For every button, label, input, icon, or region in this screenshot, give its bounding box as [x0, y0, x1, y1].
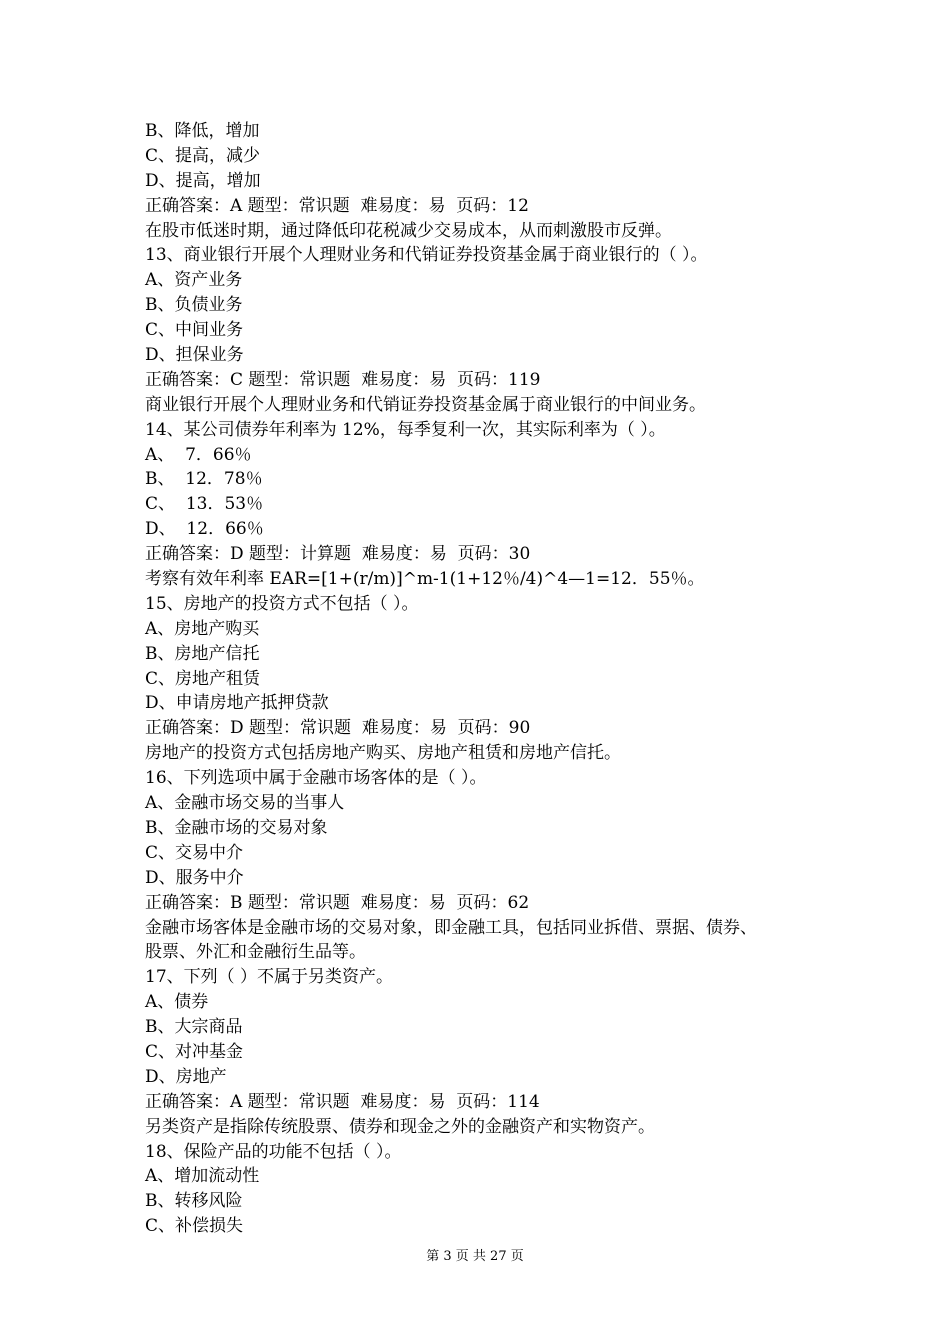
text-line: A、资产业务 — [145, 270, 243, 291]
text-line: B、降低，增加 — [145, 121, 260, 141]
text-line: 正确答案：D 题型：常识题 难易度：易 页码：90 — [145, 718, 531, 739]
text-line: C、提高，减少 — [145, 145, 261, 166]
text-line: B、金融市场的交易对象 — [145, 817, 328, 838]
text-line: 正确答案：C 题型：常识题 难易度：易 页码：119 — [145, 369, 541, 390]
text-line: D、担保业务 — [145, 345, 244, 366]
text-line: B、房地产信托 — [145, 643, 260, 664]
page-content — [145, 119, 825, 1239]
text-line: C、 13．53％ — [145, 494, 264, 515]
text-line: A、金融市场交易的当事人 — [145, 793, 345, 814]
text-line: C、中间业务 — [145, 320, 244, 341]
text-line: B、大宗商品 — [145, 1017, 243, 1038]
text-line: B、转移风险 — [145, 1191, 243, 1212]
text-line: 14、某公司债券年利率为 12%，每季复利一次，其实际利率为（ ）。 — [145, 419, 666, 440]
text-line: D、房地产 — [145, 1066, 227, 1087]
text-line: 另类资产是指除传统股票、债券和现金之外的金融资产和实物资产。 — [145, 1116, 655, 1137]
text-line: A、债券 — [145, 992, 209, 1013]
text-line: 商业银行开展个人理财业务和代销证券投资基金属于商业银行的中间业务。 — [145, 394, 706, 415]
text-line: A、房地产购买 — [145, 618, 260, 639]
page-footer: 第 3 页 共 27 页 — [426, 1249, 524, 1264]
text-line: 金融市场客体是金融市场的交易对象，即金融工具，包括同业拆借、票据、债券、 — [145, 917, 757, 938]
text-line: C、补偿损失 — [145, 1216, 244, 1237]
text-line: D、申请房地产抵押贷款 — [145, 693, 329, 714]
text-line: C、对冲基金 — [145, 1041, 244, 1062]
text-line: 15、房地产的投资方式不包括（ ）。 — [145, 593, 419, 614]
text-line: D、提高，增加 — [145, 170, 261, 191]
text-line: C、房地产租赁 — [145, 668, 261, 689]
text-line: 正确答案：A 题型：常识题 难易度：易 页码：12 — [145, 195, 529, 216]
text-line: 正确答案：B 题型：常识题 难易度：易 页码：62 — [145, 892, 530, 913]
text-line: 17、下列（ ）不属于另类资产。 — [145, 967, 394, 988]
text-line: A、增加流动性 — [145, 1166, 260, 1187]
text-line: C、交易中介 — [145, 842, 244, 863]
text-line: 正确答案：D 题型：计算题 难易度：易 页码：30 — [145, 544, 531, 565]
text-line: B、负债业务 — [145, 295, 243, 316]
text-line: 18、保险产品的功能不包括（ ）。 — [145, 1141, 402, 1162]
text-line: 考察有效年利率 EAR=[1+(r/m)]^m-1(1+12％/4)^4—1=12．55％。 — [145, 569, 705, 590]
text-line: B、 12．78％ — [145, 469, 263, 490]
text-line: A、 7．66％ — [145, 444, 252, 465]
text-line: D、 12．66％ — [145, 519, 264, 540]
text-line: 在股市低迷时期，通过降低印花税减少交易成本，从而刺激股市反弹。 — [145, 220, 672, 241]
text-line: 13、商业银行开展个人理财业务和代销证券投资基金属于商业银行的（ ）。 — [145, 245, 708, 266]
text-line: 16、下列选项中属于金融市场客体的是（ ）。 — [145, 768, 487, 789]
text-line: 房地产的投资方式包括房地产购买、房地产租赁和房地产信托。 — [145, 743, 621, 764]
text-line: 股票、外汇和金融衍生品等。 — [145, 942, 366, 963]
text-line: 正确答案：A 题型：常识题 难易度：易 页码：114 — [145, 1091, 540, 1112]
text-line: D、服务中介 — [145, 867, 244, 888]
